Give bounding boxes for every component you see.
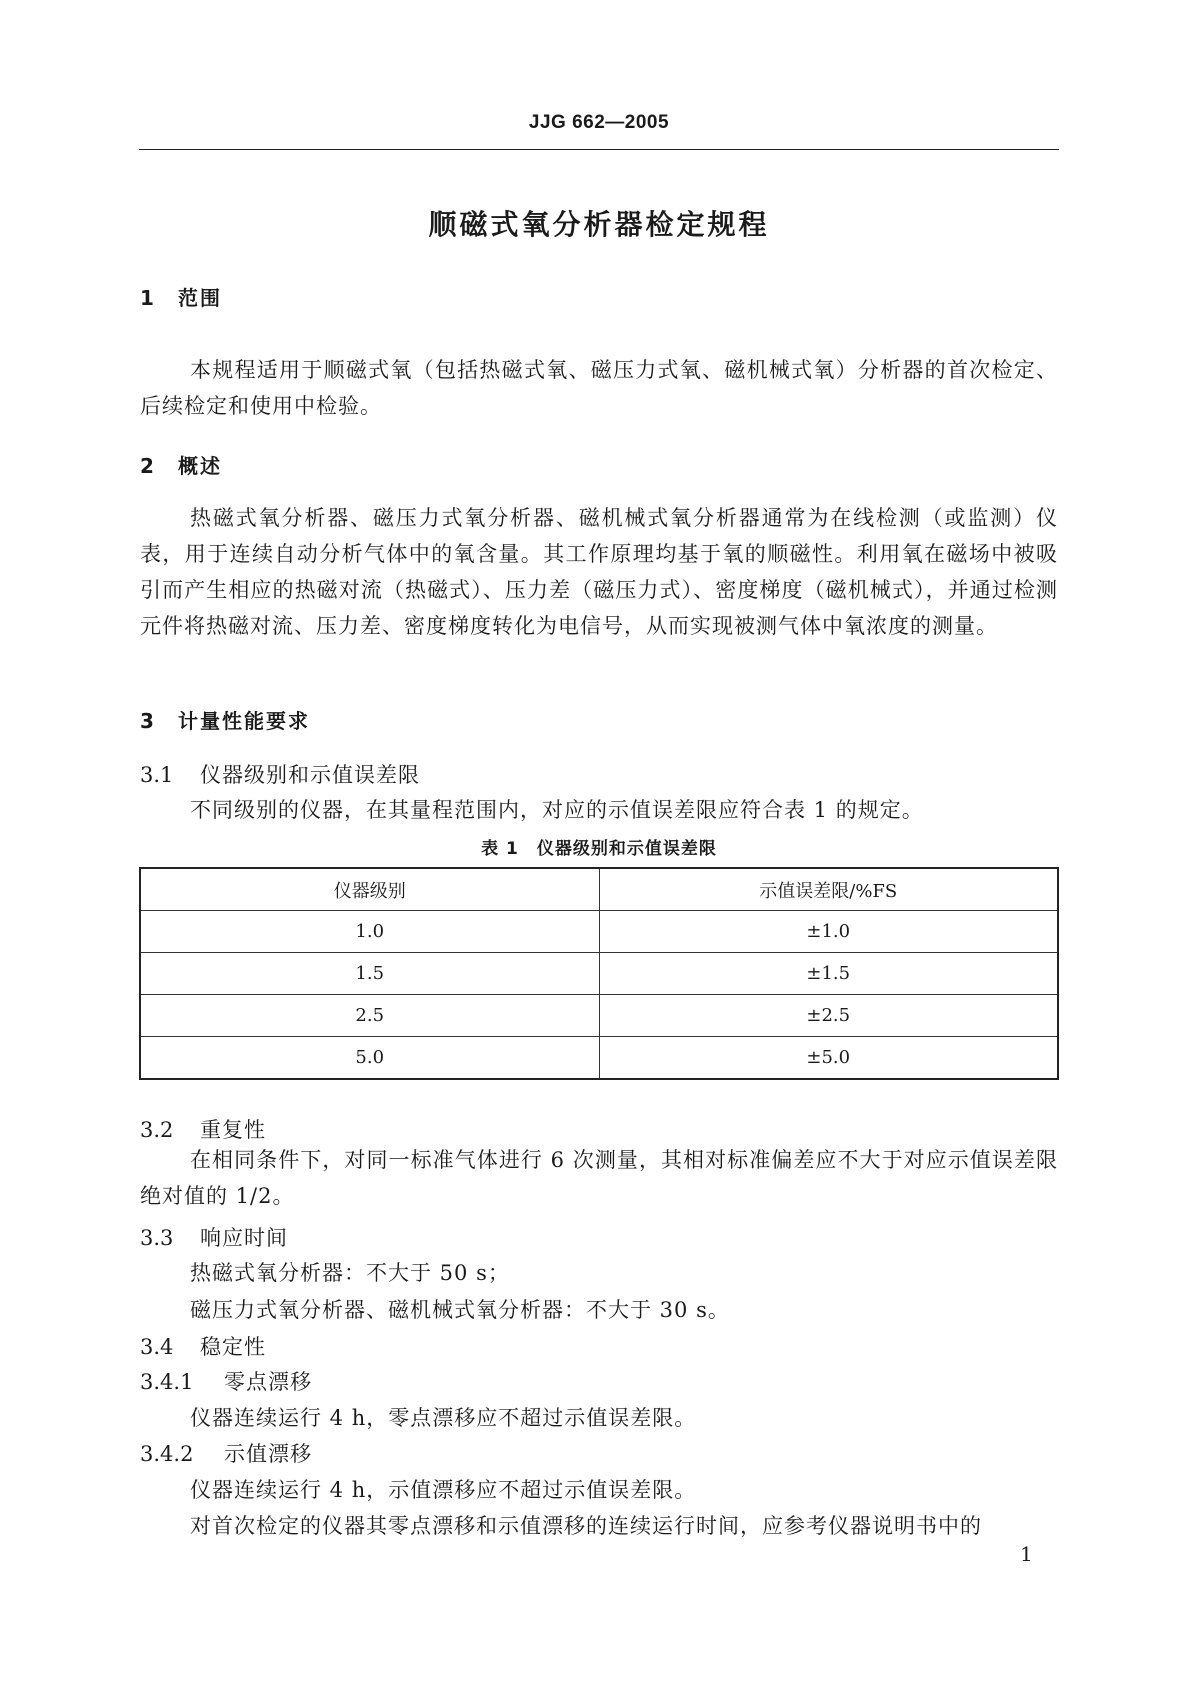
table-cell-error-limit: ±1.5 [599,953,1058,995]
accuracy-class-table [139,867,1059,1080]
subsection-heading-3-1 [140,759,420,789]
s3-4-2-text-continued: 对首次检定的仪器其零点漂移和示值漂移的连续运行时间，应参考仪器说明书中的 [190,1514,982,1538]
table-cell-error-limit: ±1.0 [599,911,1058,953]
s3-1-text: 不同级别的仪器，在其量程范围内，对应的示值误差限应符合表 1 的规定。 [190,798,924,822]
subsection-title: 重复性 [200,1118,266,1142]
subsection-number: 3.3 [140,1226,174,1250]
s3-3-line-1: 热磁式氧分析器：不大于 50 s； [190,1261,510,1285]
table-cell-error-limit: ±5.0 [599,1037,1058,1080]
s3-4-2-text: 仪器连续运行 4 h，示值漂移应不超过示值误差限。 [190,1478,697,1502]
subsection-number: 3.1 [140,763,174,787]
document-title: 顺磁式氧分析器检定规程 [428,208,770,241]
subsection-title: 响应时间 [200,1226,288,1250]
subsection-heading-3-2 [140,1114,266,1144]
section-heading-overview [140,450,222,479]
table-row [140,995,1058,1037]
running-header: JJG 662—2005 [528,112,670,133]
subsection-title: 稳定性 [200,1335,266,1359]
section-title: 范围 [178,286,222,310]
scope-paragraph: 本规程适用于顺磁式氧（包括热磁式氧、磁压力式氧、磁机械式氧）分析器的首次检定、后续检定和使用中检验。 [140,358,1058,418]
subsection-heading-3-3 [140,1222,288,1252]
subsection-number: 3.4.2 [140,1442,194,1466]
section-number: 1 [140,286,154,310]
table-row [140,911,1058,953]
section-heading-scope [140,282,222,311]
subsection-number: 3.4 [140,1335,174,1359]
table-cell-class: 1.0 [140,911,599,953]
section-number: 3 [140,709,154,733]
subsection-number: 3.4.1 [140,1370,194,1394]
table-header-cell: 仪器级别 [140,868,599,911]
subsection-heading-3-4-1 [140,1366,312,1396]
table-cell-class: 2.5 [140,995,599,1037]
section-heading-metrology [140,705,310,734]
s3-4-1-text: 仪器连续运行 4 h，零点漂移应不超过示值误差限。 [190,1406,697,1430]
header-rule [139,149,1059,150]
table-row [140,1037,1058,1080]
subsection-heading-3-4 [140,1331,266,1361]
table-header-cell: 示值误差限/%FS [599,868,1058,911]
table-row [140,953,1058,995]
section-number: 2 [140,454,154,478]
page-number: 1 [1020,1542,1033,1566]
subsection-title: 仪器级别和示值误差限 [200,763,420,787]
subsection-number: 3.2 [140,1118,174,1142]
table-cell-class: 5.0 [140,1037,599,1080]
section-title: 计量性能要求 [178,709,310,733]
table-cell-class: 1.5 [140,953,599,995]
subsection-heading-3-4-2 [140,1438,312,1468]
table-header-row [140,868,1058,911]
s3-3-line-2: 磁压力式氧分析器、磁机械式氧分析器：不大于 30 s。 [190,1298,730,1322]
subsection-title: 示值漂移 [224,1442,312,1466]
s3-2-text: 在相同条件下，对同一标准气体进行 6 次测量，其相对标准偏差应不大于对应示值误差限绝对值的 1/2。 [140,1148,1058,1208]
table-cell-error-limit: ±2.5 [599,995,1058,1037]
table-caption: 表 1 仪器级别和示值误差限 [481,839,717,859]
overview-paragraph: 热磁式氧分析器、磁压力式氧分析器、磁机械式氧分析器通常为在线检测（或监测）仪表，用于连续自动分析气体中的氧含量。其工作原理均基于氧的顺磁性。利用氧在磁场中被吸引而产生相应的热磁对流（热磁式）、压力差（磁压力式）、密度梯度（磁机械式），并通过检测元件将热磁对流、压力差、密度梯度转化为电信号，从而实现被测气体中氧浓度的测量。 [140,506,1058,638]
subsection-title: 零点漂移 [224,1370,312,1394]
section-title: 概述 [178,454,222,478]
